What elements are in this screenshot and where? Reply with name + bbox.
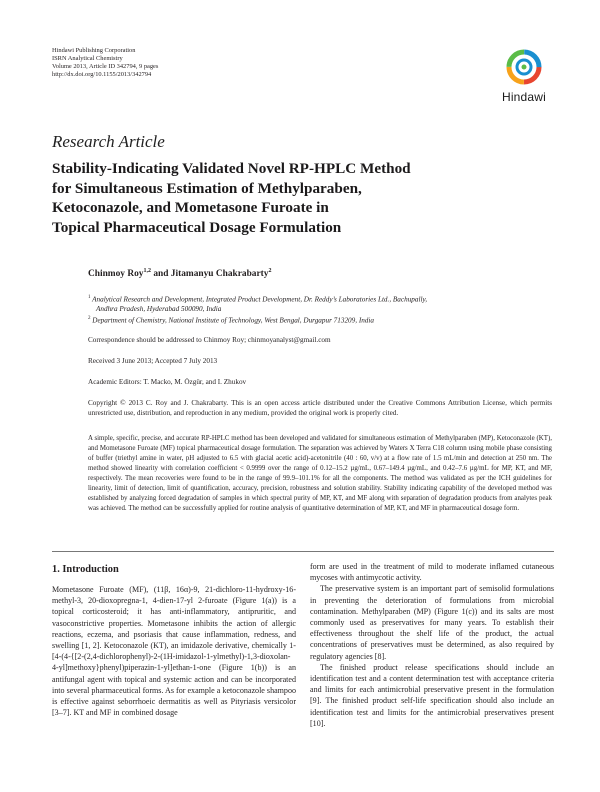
article-type: Research Article [52, 132, 165, 151]
author-name: Chinmoy Roy [88, 269, 144, 280]
title-line: Topical Pharmaceutical Dosage Formulation [52, 218, 342, 236]
section-divider [52, 551, 554, 552]
hindawi-logo [494, 44, 554, 106]
left-column [52, 584, 296, 718]
title-line: Stability-Indicating Validated Novel RP-HPLC Method [52, 160, 411, 177]
volume-info: Volume 2013, Article ID 342794, 9 pages [52, 63, 159, 70]
journal-name: ISRN Analytical Chemistry [52, 55, 123, 62]
right-column [310, 561, 554, 729]
author-affil-sup: 2 [268, 268, 272, 274]
logo-text: Hindawi [501, 90, 547, 104]
abstract: A simple, specific, precise, and accurate RP-HPLC method has been developed and validated for simultaneous estimation of Methylparaben (MP), Ketoconazole (KT), and Mometasone Furoate (MF) topical pharmaceutical dosage formulation. The separation was achieved by Waters X Terra C18 column using mobile phase consisting of buffer (triethyl amine in water, pH adjusted to 6.5 with glacial acetic acid)-acetonitrile (40 : 60, v/v) at a flow rate of 1.5 mL/min and detection at 250 nm. The method showed linearity with correlation coefficient < 0.9999 over the range of 0.12–15.2 µg/mL, 0.67–149.4 µg/mL, and 0.42–7.6 µg/mL for MP, KT, and MF, respectively. The mean recoveries were found to be in the range of 99.9–101.1% for all the components. The method was validated as per the ICH guidelines for linearity, limit of detection, limit of quantification, accuracy, precision, robustness and solution stability. Stability indicating capability of the developed method was established by analyzing forced degradation of samples in which spectral purity of MP, KT, and MF along with separation of degradation products from analytes peak was achieved. The method can be successfully applied for routine analysis of quantitative determination of MP, KT, and MF in pharmaceutical dosage form. [88, 435, 552, 513]
author-affil-sup: 1,2 [143, 268, 151, 274]
journal-header [52, 47, 158, 79]
affiliation [88, 293, 558, 304]
affiliation-number: 2 [88, 316, 91, 322]
doi-link[interactable]: http://dx.doi.org/10.1155/2013/342794 [52, 71, 152, 78]
paragraph: Mometasone Furoate (MF), (11β, 16α)-9, 21-dichloro-11-hydroxy-16-methyl-3, 20-dioxopregna-1, 4-dien-17-yl 2-furoate (Figure 1(a)) is a topical corticosteroid; it has anti-inflammatory, antipruritic, and vasoconstrictive properties. Mometasone inhibits the action of allergic reactions, eczema, and psoriasis that cause inflammation, redness, and swelling [1, 2]. Ketoconazole (KT), an imidazole derivative, chemically 1-[4-(4-{[2-(2,4-dichlorophenyl)-2-(1H-imidazol-1-ylmethyl)-1,3-dioxolan-4-yl]methoxy}phenyl)piperazin-1-yl]ethan-1-one (Figure 1(b)) is an antifungal agent with topical and systemic action and can be incorporated into several pharmaceutical forms. As for example a ketoconazole shampoo is effective against seborrhoeic dermatitis as well as Pityriasis versicolor [3–7]. KT and MF in combined dosage [52, 585, 296, 718]
section-heading: 1. Introduction [52, 564, 119, 575]
copyright-notice: Copyright © 2013 C. Roy and J. Chakrabarty. This is an open access article distributed under the Creative Commons Attribution License, which permits unrestricted use, distribution, and reproduction in any medium, provided the original work is properly cited. [88, 399, 552, 417]
author-list [88, 268, 271, 279]
affiliation-text: Department of Chemistry, National Institute of Technology, West Bengal, Durgapur 713209, India [92, 316, 374, 325]
affiliation-continued: Andhra Pradesh, Hyderabad 500090, India [96, 305, 222, 314]
affiliation-number: 1 [88, 295, 91, 300]
author-conjunction: and [150, 269, 171, 280]
correspondence: Correspondence should be addressed to Chinmoy Roy; chinmoyanalyst@gmail.com [88, 336, 331, 344]
hindawi-logo-icon [494, 44, 554, 90]
paragraph: The finished product release specifications should include an identification test and a content determination test with acceptance criteria and limits for each antimicrobial preservative present in the formulation [9]. The finished product self-life specification should also include an identification test and limits for the antimicrobial preservatives present [10]. [310, 662, 554, 728]
title-line: for Simultaneous Estimation of Methylparaben, [52, 179, 362, 197]
paragraph: form are used in the treatment of mild to moderate inflamed cutaneous mycoses with antimycotic activity. [310, 562, 554, 583]
title-line: Ketoconazole, and Mometasone Furoate in [52, 199, 329, 216]
affiliation-text: Analytical Research and Development, Integrated Product Development, Dr. Reddy’s Laboratories Ltd., Bachupally, [92, 295, 428, 304]
paragraph: The preservative system is an important part of semisolid formulations in preventing the deterioration of formulations from microbial contamination. Methylparaben (MP) (Figure 1(c)) and its salts are most commonly used as preservatives for many years. To establish their effectiveness throughout the shelf life of the product, the actual concentrations of preservatives must be determined, as also required by regulatory agencies [8]. [310, 584, 554, 661]
author-name: Jitamanyu Chakrabarty [170, 269, 269, 280]
article-title [52, 159, 532, 237]
affiliations [88, 293, 558, 326]
received-dates: Received 3 June 2013; Accepted 7 July 2013 [88, 357, 218, 365]
affiliation [88, 314, 558, 325]
publisher: Hindawi Publishing Corporation [52, 47, 136, 54]
academic-editors: Academic Editors: T. Macko, M. Özgür, and I. Zhukov [88, 378, 247, 386]
